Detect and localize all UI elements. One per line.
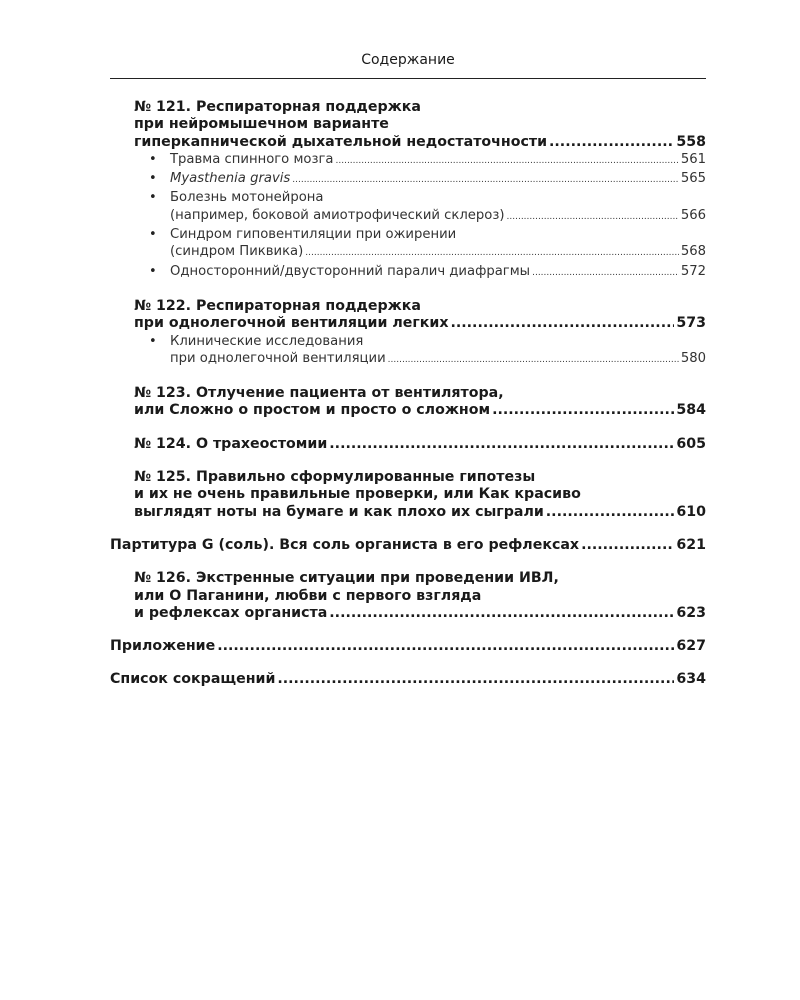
subitem-text: Клинические исследования <box>170 333 364 349</box>
leader-dots <box>329 605 674 622</box>
entry-title-line: при однолегочной вентиляции легких <box>134 315 449 332</box>
bullet-icon: • <box>149 190 157 206</box>
header-rule <box>110 78 706 79</box>
toc-subitem[interactable] <box>149 151 706 170</box>
page-number: 610 <box>676 503 706 520</box>
toc-subitem[interactable] <box>149 170 706 189</box>
entry-title-line: № 124. О трахеостомии <box>134 435 328 452</box>
page-number: 621 <box>676 536 706 553</box>
bullet-icon: • <box>149 263 157 279</box>
bullet-icon: • <box>149 333 157 349</box>
toc-abbreviations[interactable] <box>110 671 706 688</box>
toc-entry-126[interactable] <box>110 570 706 622</box>
page-number: 623 <box>676 604 706 621</box>
leader-dots <box>492 402 674 419</box>
leader-dots <box>532 265 679 282</box>
page-number: 566 <box>680 207 706 223</box>
toc-subitem[interactable] <box>149 226 706 263</box>
page-number: 565 <box>680 171 706 187</box>
entry-title-line: и рефлексах органиста <box>134 604 328 621</box>
page-number: 634 <box>676 671 706 688</box>
entry-title-line: или О Паганини, любви с первого взгляда <box>134 587 482 604</box>
leader-dots <box>336 153 679 170</box>
toc-subitems-122 <box>110 333 706 370</box>
table-of-contents <box>110 99 706 689</box>
toc-part-g[interactable] <box>110 537 706 554</box>
leader-dots <box>329 436 674 453</box>
subitem-text: Myasthenia gravis <box>170 171 291 187</box>
page-number: 627 <box>676 638 706 655</box>
part-title: Партитура G (соль). Вся соль органиста в его рефлексах <box>110 536 580 553</box>
leader-dots <box>507 209 679 226</box>
entry-title-line: № 125. Правильно сформулированные гипотезы <box>134 469 536 486</box>
leader-dots <box>451 315 675 332</box>
subitem-text: Односторонний/двусторонний паралич диафрагмы <box>170 263 531 279</box>
entry-title-line: или Сложно о простом и просто о сложном <box>134 402 491 419</box>
entry-title-line: при нейромышечном варианте <box>134 116 389 133</box>
part-title: Список сокращений <box>110 671 276 688</box>
leader-dots <box>546 504 675 521</box>
leader-dots <box>292 172 679 189</box>
toc-subitems-121 <box>110 151 706 282</box>
toc-entry-122[interactable] <box>110 298 706 333</box>
page-number: 580 <box>680 350 706 366</box>
page-header-title: Содержание <box>361 52 455 68</box>
leader-dots <box>388 352 679 369</box>
leader-dots <box>549 134 674 151</box>
entry-title-line: выглядят ноты на бумаге и как плохо их сыграли <box>134 503 544 520</box>
leader-dots <box>217 638 674 655</box>
entry-title-line: № 121. Респираторная поддержка <box>134 99 421 115</box>
subitem-text: (например, боковой амиотрофический склероз) <box>170 207 505 223</box>
leader-dots <box>581 537 674 554</box>
subitem-text: Травма спинного мозга <box>170 151 334 167</box>
toc-subitem[interactable] <box>149 333 706 370</box>
entry-title-line: № 126. Экстренные ситуации при проведении ИВЛ, <box>134 570 559 587</box>
subitem-text: Болезнь мотонейрона <box>170 190 324 206</box>
entry-title-line: № 122. Респираторная поддержка <box>134 297 421 314</box>
toc-entry-125[interactable] <box>110 469 706 521</box>
entry-title-line: и их не очень правильные проверки, или Как красиво <box>134 486 581 503</box>
entry-title-line: № 123. Отлучение пациента от вентилятора, <box>134 385 504 402</box>
page-number: 573 <box>676 315 706 332</box>
page-number: 561 <box>680 151 706 167</box>
toc-entry-123[interactable] <box>110 385 706 420</box>
toc-entry-121[interactable] <box>110 99 706 151</box>
bullet-icon: • <box>149 151 157 167</box>
bullet-icon: • <box>149 171 157 187</box>
leader-dots <box>277 671 674 688</box>
page-number: 568 <box>680 244 706 260</box>
page-number: 605 <box>676 435 706 452</box>
toc-entry-124[interactable] <box>110 436 706 453</box>
subitem-text: (синдром Пиквика) <box>170 244 304 260</box>
entry-title-line: гиперкапнической дыхательной недостаточности <box>134 133 548 150</box>
bullet-icon: • <box>149 227 157 243</box>
page-number: 572 <box>680 263 706 279</box>
toc-appendix[interactable] <box>110 638 706 655</box>
subitem-text: Синдром гиповентиляции при ожирении <box>170 227 457 243</box>
leader-dots <box>305 245 679 262</box>
toc-subitem[interactable] <box>149 189 706 226</box>
subitem-text: при однолегочной вентиляции <box>170 350 386 366</box>
part-title: Приложение <box>110 638 216 655</box>
page-number: 558 <box>676 133 706 150</box>
toc-subitem[interactable] <box>149 263 706 282</box>
page-number: 584 <box>676 402 706 419</box>
